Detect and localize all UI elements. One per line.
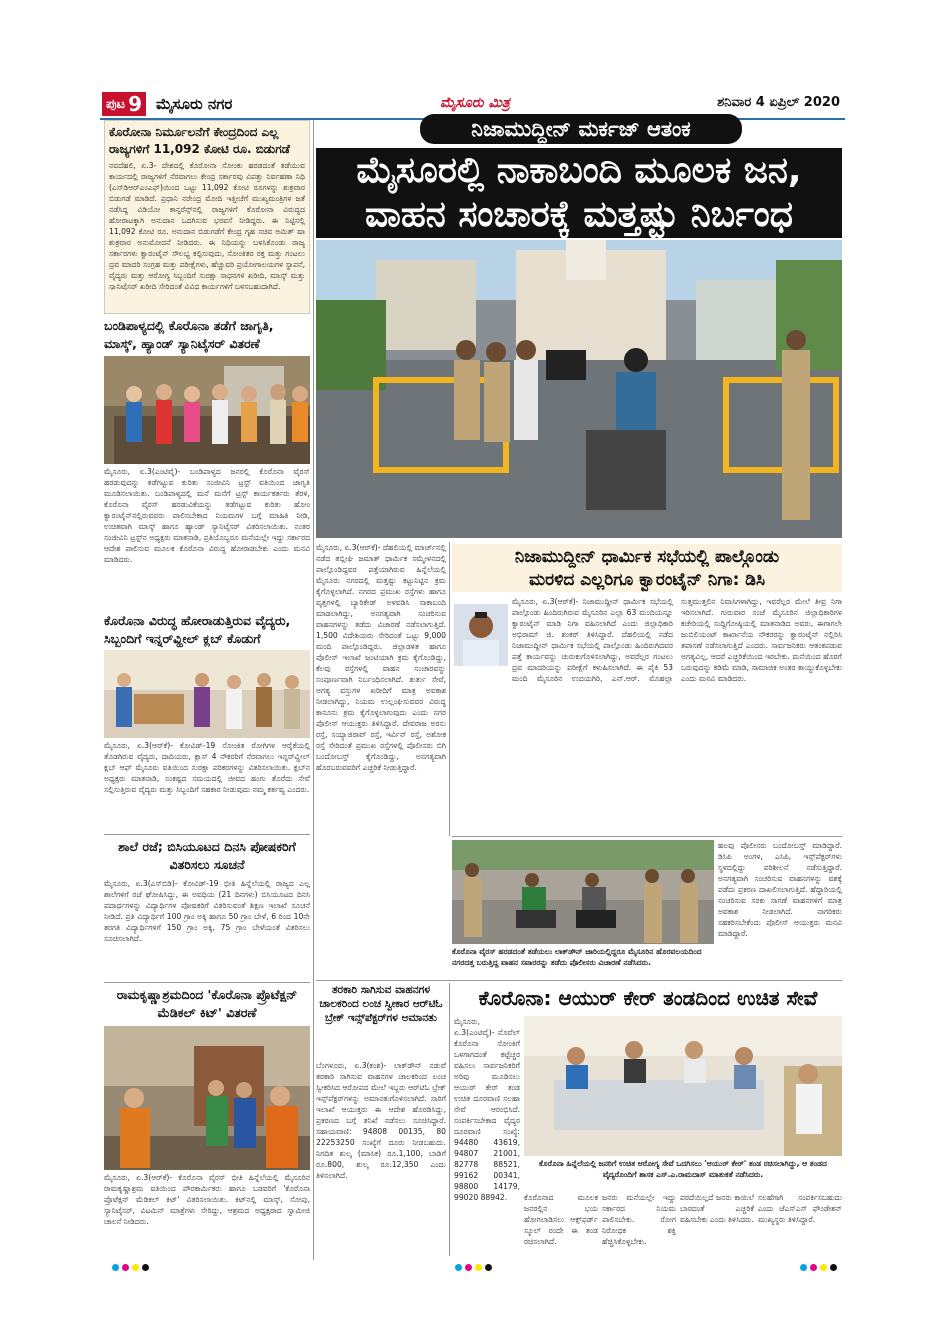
police-vehicle-photo: [452, 840, 714, 944]
page-number-badge: [102, 92, 146, 116]
story-rto: [316, 983, 446, 1025]
story-ayurcare-bottom1: ಕೊರೊನಾದ ಮೂಲಕ ಜನರಲ್ಲಿನ ಭಯ ಹೋಗಲಾಡಿಸಲು ಆಕ್ಸ್‌ಫರ್ಡ್ ಸ್ಕೂಲ್ ರಂದೇ ಈ ತಂಡ ರಚಿಸಲಾಗಿದೆ.: [524, 1193, 598, 1246]
registration-marks-right: [800, 1264, 837, 1271]
story-school-body: ಮೈಸೂರು, ಏ.3(ಎಸ್‌ಬಿಡಿ)- ಕೋವಿಡ್-19 ಭೀತಿ ಹಿನ್ನೆಲೆಯಲ್ಲಿ ರಾಜ್ಯದ ಎಲ್ಲ ಶಾಲೆಗಳಿಗೆ ರಜೆ ಘೋಷಿಸಿದ್ದು, ಈ ಅವಧಿಯ (21 ದಿನಗಳು) ಬಿಸಿಯೂಟದ ದಿನಸಿ ಪದಾರ್ಥಗಳನ್ನು ವಿದ್ಯಾರ್ಥಿಗಳ ಪೋಷಕರಿಗೆ ವಿತರಿಸುವಂತೆ ಶಿಕ್ಷಣ ಇಲಾಖೆ ಸೂಚನೆ ನೀಡಿದೆ. ಪ್ರತಿ ವಿದ್ಯಾರ್ಥಿಗೆ 100 ಗ್ರಾಂ ಅಕ್ಕಿ ಹಾಗೂ 50 ಗ್ರಾಂ ಬೇಳೆ, 6 ರಿಂದ 10ನೇ ತರಗತಿ ವಿದ್ಯಾರ್ಥಿಗಳಿಗೆ 150 ಗ್ರಾಂ ಅಕ್ಕಿ, 75 ಗ್ರಾಂ ಬೇಳೆಯಂತೆ ವಿತರಿಸಲು ಸೂಚಿಸಲಾಗಿದೆ.: [104, 879, 310, 943]
story-ramakrishna-headline: ರಾಮಕೃಷ್ಣಾಶ್ರಮದಿಂದ 'ಕೊರೊನಾ ಪ್ರೊಟೆಕ್ಷನ್ ಮೆಡಿಕಲ್ ಕಿಟ್' ವಿತರಣೆ: [116, 987, 298, 1020]
story-ramakrishna-body: ಮೈಸೂರು, ಏ.3(ಆರ್‌ಕೆ)- ಕೊರೊನಾ ವೈರಸ್ ಭೀತಿ ಹಿನ್ನೆಲೆಯಲ್ಲಿ ಮೈಸೂರಿನ ರಾಮಕೃಷ್ಣಾಶ್ರಮ ವತಿಯಿಂದ ಪೌರಕಾರ್ಮಿಕರು ಹಾಗೂ ಬಡವರಿಗೆ 'ಕೊರೊನಾ ಪ್ರೊಟೆಕ್ಷನ್ ಮೆಡಿಕಲ್ ಕಿಟ್' ವಿತರಿಸಲಾಯಿತು. ಕಿಟ್‌ನಲ್ಲಿ ಮಾಸ್ಕ್, ಸೋಪು, ಸ್ಯಾನಿಟೈಸರ್, ವಿಟಮಿನ್ ಮಾತ್ರೆಗಳು ಸೇರಿದ್ದು, ಆಶ್ರಮದ ಅಧ್ಯಕ್ಷರಾದ ಸ್ವಾಮೀಜಿ ಚಾಲನೆ ನೀಡಿದರು.: [104, 1173, 310, 1226]
column-rule: [449, 542, 450, 836]
masthead-logo: ಮೈಸೂರು ಮಿತ್ರ: [440, 95, 510, 111]
story-ayurcare-bottom2: ಜನರು ಮನೆಯಲ್ಲೇ ಇದ್ದು ಸರ್ಕಾರದ ನಿಯಮ ಪಾಲಿಸಬೇಕು. ರೋಗ ನಿರೋಧಕ ಶಕ್ತಿ ಹೆಚ್ಚಿಸಿಕೊಳ್ಳಬೇಕು.: [602, 1193, 676, 1246]
main-headline: [316, 148, 842, 238]
column-rule: [449, 983, 450, 1256]
main-headline-line2: ವಾಹನ ಸಂಚಾರಕ್ಕೆ ಮತ್ತಷ್ಟು ನಿರ್ಬಂಧ: [365, 194, 793, 235]
main-story-body: ಮೈಸೂರು, ಏ.3(ಆರ್‌ಕೆ)- ದೆಹಲಿಯಲ್ಲಿ ಮಾರ್ಚ್‌ನಲ್ಲಿ ನಡೆದ ತಬ್ಲೀಘಿ ಜಮಾತ್ ಧಾರ್ಮಿಕ ಸಮ್ಮೇಳನದಲ್ಲಿ ಪಾಲ್ಗೊಂಡಿದ್ದವರ ಪತ್ತೆಯಾಗಿರುವ ಹಿನ್ನೆಲೆಯಲ್ಲಿ ಮೈಸೂರು ನಗರದಲ್ಲಿ ಮತ್ತಷ್ಟು ಕಟ್ಟುನಿಟ್ಟಿನ ಕ್ರಮ ಕೈಗೊಳ್ಳಲಾಗಿದೆ. ನಗರದ ಪ್ರಮುಖ ರಸ್ತೆಗಳು ಹಾಗೂ ವೃತ್ತಗಳಲ್ಲಿ ಬ್ಯಾರಿಕೇಡ್ ಅಳವಡಿಸಿ ನಾಕಾಬಂದಿ ಮಾಡಲಾಗಿದ್ದು, ಅನಗತ್ಯವಾಗಿ ಸಂಚರಿಸುವ ವಾಹನಗಳನ್ನು ತಡೆದು ವಿಚಾರಣೆ ನಡೆಸಲಾಗುತ್ತಿದೆ. 1,500 ವಿದೇಶಿಯರು ಸೇರಿದಂತೆ ಒಟ್ಟು 9,000 ಮಂದಿ ಪಾಲ್ಗೊಂಡಿದ್ದರು. ಜಿಲ್ಲಾಡಳಿತ ಹಾಗೂ ಪೊಲೀಸ್ ಇಲಾಖೆ ಜಂಟಿಯಾಗಿ ಕ್ರಮ ಕೈಗೊಂಡಿದ್ದು, ಕೆಲವು ರಸ್ತೆಗಳಲ್ಲಿ ವಾಹನ ಸಂಚಾರವನ್ನು ಸಂಪೂರ್ಣವಾಗಿ ನಿರ್ಬಂಧಿಸಲಾಗಿದೆ. ತುರ್ತು ಸೇವೆ, ಅಗತ್ಯ ವಸ್ತುಗಳ ಖರೀದಿಗೆ ಮಾತ್ರ ಅವಕಾಶ ನೀಡಲಾಗಿದ್ದು, ನಿಯಮ ಉಲ್ಲಂಘಿಸುವವರ ವಿರುದ್ಧ ಕಾನೂನು ಕ್ರಮ ಕೈಗೊಳ್ಳಲಾಗುವುದು ಎಂದು ನಗರ ಪೊಲೀಸ್ ಆಯುಕ್ತರು ತಿಳಿಸಿದ್ದಾರೆ. ದೇವರಾಜ ಅರಸು ರಸ್ತೆ, ಸಯ್ಯಾಜಿರಾವ್ ರಸ್ತೆ, ಇರ್ವಿನ್ ರಸ್ತೆ, ಅಶೋಕ ರಸ್ತೆ ಸೇರಿದಂತೆ ಪ್ರಮುಖ ರಸ್ತೆಗಳಲ್ಲಿ ಪೊಲೀಸರು ಬಿಗಿ ಬಂದೋಬಸ್ತ್ ಕೈಗೊಂಡಿದ್ದು, ಅನಗತ್ಯವಾಗಿ ಹೊರಬರುವವರಿಗೆ ಎಚ್ಚರಿಕೆ ನೀಡುತ್ತಿದ್ದಾರೆ.: [316, 543, 446, 772]
main-kicker: ನಿಜಾಮುದ್ದೀನ್ ಮರ್ಕಜ್ ಆತಂಕ: [420, 114, 742, 144]
bandipalya-photo: [104, 356, 310, 464]
story-relief-headline: ಕೊರೋನಾ ನಿರ್ಮೂಲನೆಗೆ ಕೇಂದ್ರದಿಂದ ಎಲ್ಲ ರಾಜ್ಯಗಳಿಗೆ 11,092 ಕೋಟಿ ರೂ. ಬಿಡುಗಡೆ: [109, 125, 290, 156]
main-headline-line1: ಮೈಸೂರಲ್ಲಿ ನಾಕಾಬಂದಿ ಮೂಲಕ ಜನ,: [356, 150, 802, 191]
story-rto-body: ಬೆಂಗಳೂರು, ಏ.3(ಕಂಶ)- ಲಾಕ್‌ಡೌನ್ ನಡುವೆ ತರಕಾರಿ ಸಾಗಿಸುವ ವಾಹನಗಳ ಚಾಲಕರಿಂದ ಲಂಚ ಸ್ವೀಕರಿಸಿದ ಆರೋಪದ ಮೇಲೆ ಇಬ್ಬರು ಆರ್‌ಟಿಓ ಬ್ರೇಕ್ ಇನ್ಸ್‌ಪೆಕ್ಟರ್‌ಗಳನ್ನು ಅಮಾನತುಗೊಳಿಸಲಾಗಿದೆ. ಸಾರಿಗೆ ಇಲಾಖೆ ಆಯುಕ್ತರು ಈ ಆದೇಶ ಹೊರಡಿಸಿದ್ದು, ಪ್ರಕರಣದ ಬಗ್ಗೆ ತನಿಖೆ ನಡೆಸಲು ಸೂಚಿಸಿದ್ದಾರೆ. ಸಹಾಯವಾಣಿ: 94808 00135, 80 22253250 ಸಂಖ್ಯೆಗೆ ದೂರು ನೀಡಬಹುದು. ನಿಗದಿತ ಶುಲ್ಕ (ಮಾಸಿಕ) ರೂ.1,100, ಬಾಡಿಗೆ ರೂ.800, ಶುಲ್ಕ ರೂ.12,350 ಎಂದು ತಿಳಿಸಲಾಗಿದೆ.: [316, 1061, 446, 1180]
story-relief-box: [104, 120, 310, 314]
story-ramakrishna: [104, 986, 310, 1022]
divider: [104, 982, 310, 983]
story-innerwheel: [104, 612, 310, 648]
story-bandipalya: [104, 317, 310, 353]
page-label: ಪುಟ: [106, 96, 126, 112]
story-ayurcare-bottom3: ಪರದೆಯಿಲ್ಲದೆ ಜನರು ಕಾಯಿಲೆ ಬಾರದಂತೆ ಎಚ್ಚರಿಕೆ ವಹಿಸಬೇಕು ಎಂದು ತಿಳಿಸಿದರು.: [680, 1193, 754, 1224]
story-school: [104, 838, 310, 874]
story-innerwheel-headline: ಕೊರೊನಾ ವಿರುದ್ಧ ಹೋರಾಡುತ್ತಿರುವ ವೈದ್ಯರು, ಸಿಬ್ಬಂದಿಗೆ ಇನ್ನರ್‌ವ್ಹೀಲ್ ಕ್ಲಬ್ ಕೊಡುಗೆ: [104, 613, 291, 646]
dc-portrait-photo: [454, 604, 508, 666]
divider: [104, 834, 310, 835]
issue-date: ಶನಿವಾರ 4 ಏಪ್ರಿಲ್ 2020: [717, 95, 840, 110]
story-police-body: ಹಲವು ಪೊಲೀಸರು ಬಂದೋಬಸ್ತ್ ಮಾಡಿದ್ದಾರೆ. ಡಿಸಿಪಿ ಅಂಗಳ, ಎಸಿಪಿ, ಇನ್ಸ್‌ಪೆಕ್ಟರ್‌ಗಳು ಸ್ಥಳದಲ್ಲಿದ್ದು ಪರಿಶೀಲನೆ ನಡೆಸುತ್ತಿದ್ದಾರೆ. ಅನಗತ್ಯವಾಗಿ ಸಂಚರಿಸುವ ವಾಹನಗಳನ್ನು ವಶಕ್ಕೆ ಪಡೆದು ಪ್ರಕರಣ ದಾಖಲಿಸಲಾಗುತ್ತಿದೆ. ಹೆದ್ದಾರಿಯಲ್ಲಿ ಸಂಚರಿಸುವ ಸರಕು ಸಾಗಣೆ ವಾಹನಗಳಿಗೆ ಮಾತ್ರ ಅವಕಾಶ ನೀಡಲಾಗಿದೆ. ನಾಗರಿಕರು ಸಹಕರಿಸಬೇಕೆಂದು ಪೊಲೀಸ್ ಆಯುಕ್ತರು ಮನವಿ ಮಾಡಿದ್ದಾರೆ.: [718, 841, 842, 938]
story-bandipalya-body: ಮೈಸೂರು, ಏ.3(ಎಂಟಿವೈ)- ಬಂಡಿಪಾಳ್ಯದ ಜನರಲ್ಲಿ ಕೊರೊನಾ ವೈರಸ್ ಹರಡುವುದನ್ನು ತಡೆಗಟ್ಟುವ ಕುರಿತು ಸಂಜೀವಿನಿ ಟ್ರಸ್ಟ್ ವತಿಯಿಂದ ಜಾಗೃತಿ ಮೂಡಿಸಲಾಯಿತು. ಬಂಡಿಪಾಳ್ಯದಲ್ಲಿ ಮನೆ ಮನೆಗೆ ಟ್ರಸ್ಟ್ ಕಾರ್ಯಕರ್ತರು ತೆರಳಿ, ಕೊರೊನಾ ವೈರಸ್ ಹರಡುವಿಕೆಯನ್ನು ತಡೆಗಟ್ಟುವ ಕುರಿತು ಹೋಂ ಕ್ವಾರಂಟೈನ್‌ನಲ್ಲಿರುವವರು ಪಾಲಿಸಬೇಕಾದ ನಿಯಮಗಳ ಬಗ್ಗೆ ಮಾಹಿತಿ ನೀಡಿ, ಉಚಿತವಾಗಿ ಮಾಸ್ಕ್ ಹಾಗೂ ಹ್ಯಾಂಡ್ ಸ್ಯಾನಿಟೈಸರ್ ವಿತರಿಸಲಾಯಿತು. ನಂತರ ಸಂಜೀವಿನಿ ಟ್ರಸ್ಟ್‌ನ ಅಧ್ಯಕ್ಷರು ಮಾತನಾಡಿ, ಪ್ರತಿಯೊಬ್ಬರೂ ಮನೆಯಲ್ಲೇ ಇದ್ದು ಸರ್ಕಾರದ ಆದೇಶ ಪಾಲಿಸುವ ಮೂಲಕ ಕೊರೊನಾ ವಿರುದ್ಧ ಹೋರಾಡಬೇಕು ಎಂದು ಮನವಿ ಮಾಡಿದರು.: [104, 467, 310, 564]
story-innerwheel-body: ಮೈಸೂರು, ಏ.3(ಆರ್‌ಕೆ)- ಕೋವಿಡ್-19 ಸೋಂಕಿತ ರೋಗಿಗಳ ಆರೈಕೆಯಲ್ಲಿ ತೊಡಗಿರುವ ವೈದ್ಯರು, ದಾದಿಯರು, ಕ್ಲಾಸ್ 4 ನೌಕರರಿಗೆ ನೆರವಾಗಲು ಇನ್ನರ್‌ವ್ಹೀಲ್ ಕ್ಲಬ್ ಆಫ್ ಮೈಸೂರು ವತಿಯಿಂದ ಸುರಕ್ಷಾ ಪರಿಕರಗಳನ್ನು ವಿತರಿಸಲಾಯಿತು. ಕ್ಲಬ್‌ನ ಅಧ್ಯಕ್ಷರು ಮಾತನಾಡಿ, ಸಂಕಷ್ಟದ ಸಮಯದಲ್ಲಿ ಜೀವದ ಹಂಗು ತೊರೆದು ಸೇವೆ ಸಲ್ಲಿಸುತ್ತಿರುವ ವೈದ್ಯರು ಮತ್ತು ಸಿಬ್ಬಂದಿಗೆ ಸಹಕಾರ ನೀಡುವುದು ನಮ್ಮ ಕರ್ತವ್ಯ ಎಂದರು.: [104, 741, 310, 794]
page-number: 9: [128, 92, 142, 116]
story-school-headline: ಶಾಲೆ ರಜೆ; ಬಿಸಿಯೂಟದ ದಿನಸಿ ಪೋಷಕರಿಗೆ ವಿತರಿಸಲು ಸೂಚನೆ: [118, 839, 296, 872]
quarantine-headline-line1: ನಿಜಾಮುದ್ದೀನ್ ಧಾರ್ಮಿಕ ಸಭೆಯಲ್ಲಿ ಪಾಲ್ಗೊಂಡು: [514, 547, 780, 567]
divider: [452, 836, 842, 837]
registration-marks-center: [455, 1264, 492, 1271]
quarantine-headline-line2: ಮರಳಿದ ಎಲ್ಲರಿಗೂ ಕ್ವಾರಂಟೈನ್ ನಿಗಾ: ಡಿಸಿ: [528, 570, 766, 590]
story-relief-body: ನವದೆಹಲಿ, ಏ.3- ದೇಶದಲ್ಲಿ ಕೊರೋನಾ ಸೋಂಕು ಹರಡದಂತೆ ತಡೆಯುವ ಕಾರ್ಯದಲ್ಲಿ ರಾಜ್ಯಗಳಿಗೆ ನೆರವಾಗಲು ಕೇಂದ್ರ ಸರ್ಕಾರವು ವಿಪತ್ತು ನಿರ್ವಹಣಾ ನಿಧಿ (ಎಸ್‌ಡಿಆರ್‌ಎಂಎಫ್)ಯಿಂದ ಒಟ್ಟು 11,092 ಕೋಟಿ ರೂಗಳನ್ನು ಶುಕ್ರವಾರ ಬಿಡುಗಡೆ ಮಾಡಿದೆ. ಪ್ರಧಾನಿ ನರೇಂದ್ರ ಮೋದಿ ಇತ್ತೀಚೆಗೆ ಮುಖ್ಯಮಂತ್ರಿಗಳ ಜತೆ ನಡೆಸಿದ್ದ ವಿಡಿಯೋ ಕಾನ್ಫರೆನ್ಸ್‌ನಲ್ಲಿ ರಾಜ್ಯಗಳಿಗೆ ಕೊರೋನಾ ವಿರುದ್ಧದ ಹೋರಾಟಕ್ಕಾಗಿ ಅನುದಾನ ಒದಗಿಸುವ ಭರವಸೆ ನೀಡಿದ್ದರು. ಈ ನಿಟ್ಟಿನಲ್ಲಿ 11,092 ಕೋಟಿ ರೂ. ಅನುದಾನ ಬಿಡುಗಡೆಗೆ ಕೇಂದ್ರ ಗೃಹ ಸಚಿವ ಅಮಿತ್ ಷಾ ಶುಕ್ರವಾರ ಅನುಮೋದನೆ ನೀಡಿದರು. ಈ ನಿಧಿಯನ್ನು ಬಳಸಿಕೊಂಡು ರಾಜ್ಯ ಸರ್ಕಾರಗಳು ಕ್ವಾರಂಟೈನ್ ಸೌಲಭ್ಯ ಕಲ್ಪಿಸುವುದು, ಸೋಂಕಿತರ ರಕ್ತ ಮತ್ತು ಗಂಟಲು ದ್ರವ ಮಾದರಿ ಸಂಗ್ರಹ ಮತ್ತು ಪರೀಕ್ಷೆಗಳು, ಹೆಚ್ಚುವರಿ ಪ್ರಯೋಗಾಲಯಗಳ ಸ್ಥಾಪನೆ, ವೈದ್ಯರು ಮತ್ತು ಆರೋಗ್ಯ ಸಿಬ್ಬಂದಿಗೆ ಸುರಕ್ಷಾ ಸಾಧನಗಳ ಖರೀದಿ, ಮಾಸ್ಕ್ ಮತ್ತು ಸ್ಯಾನಿಟೈಸರ್ ಖರೀದಿ ಸೇರಿದಂತೆ ವಿವಿಧ ಕಾರ್ಯಗಳಿಗೆ ಬಳಸಬಹುದಾಗಿದೆ.: [109, 161, 305, 290]
divider: [316, 980, 842, 981]
innerwheel-photo: [104, 650, 310, 738]
story-ayurcare-bottom4: ಸಲಹೆಗಾಗಿ ಸಂಪರ್ಕಿಸಬಹುದು ಎಂದು ಜೆಎಸ್‌ಎಸ್ ಫೌಂಡೇಶನ್ ಮುಖ್ಯಸ್ಥರು ತಿಳಿಸಿದ್ದಾರೆ.: [758, 1193, 842, 1224]
story-ayurcare-body-col1: ಮೈಸೂರು, ಏ.3(ಎಂಟಿವೈ)- ನೊವೆಲ್ ಕೊರೊನಾ ಸೋಂಕಿಗೆ ಒಳಗಾಗದಂತೆ ಕಟ್ಟೆಚ್ಚರ ವಹಿಸಲು ಸಾರ್ವಜನಿಕರಿಗೆ ಅರಿವು ಮೂಡಿಸಲು ಆಯುರ್ ಕೇರ್ ತಂಡ ಉಚಿತ ದೂರವಾಣಿ ಸಲಹಾ ಸೇವೆ ಆರಂಭಿಸಿದೆ. ಸಂಪರ್ಕಿಸಬೇಕಾದ ವೈದ್ಯರ ದೂರವಾಣಿ ಸಂಖ್ಯೆ: 94480 43619, 94807 21001, 82778 88521, 99162 00341, 98800 14179, 99020 88942.: [454, 1017, 520, 1202]
story-bandipalya-headline: ಬಂಡಿಪಾಳ್ಯದಲ್ಲಿ ಕೊರೊನಾ ತಡೆಗೆ ಜಾಗೃತಿ, ಮಾಸ್ಕ್, ಹ್ಯಾಂಡ್ ಸ್ಯಾನಿಟೈಸರ್ ವಿತರಣೆ: [104, 318, 274, 351]
ramakrishna-photo: [104, 1026, 310, 1170]
column-rule: [313, 120, 314, 1260]
police-photo-caption: ಕೊರೊನಾ ವೈರಸ್ ಹರಡದಂತೆ ತಡೆಯಲು ಲಾಕ್‌ಡೌನ್ ಜಾರಿಯಲ್ಲಿದ್ದರೂ ಮೈಸೂರಿನ ಹೊರವಲಯದಿಂದ ನಗರದತ್ತ ಬರುತ್ತಿದ್ದ ವಾಹನ ಸವಾರರನ್ನು ತಡೆದು ಪೊಲೀಸರು ವಿಚಾರಣೆ ನಡೆಸಿದರು.: [452, 947, 702, 967]
story-quarantine-body: ಮೈಸೂರು, ಏ.3(ಆರ್‌ಕೆ)- ನಿಜಾಮುದ್ದೀನ್ ಧಾರ್ಮಿಕ ಸಭೆಯಲ್ಲಿ ಪಾಲ್ಗೊಂಡು ಹಿಂದಿರುಗಿರುವ ಮೈಸೂರಿನ ಎಲ್ಲಾ 63 ಮಂದಿಯನ್ನೂ ಕ್ವಾರಂಟೈನ್ ಮಾಡಿ ನಿಗಾ ವಹಿಸಲಾಗಿದೆ ಎಂದು ಜಿಲ್ಲಾಧಿಕಾರಿ ಅಭಿರಾಮ್ ಜಿ. ಶಂಕರ್ ತಿಳಿಸಿದ್ದಾರೆ. ದೆಹಲಿಯಲ್ಲಿ ನಡೆದ ನಿಜಾಮುದ್ದೀನ್ ಧಾರ್ಮಿಕ ಸಭೆಯಲ್ಲಿ ಪಾಲ್ಗೊಂಡು ಹಿಂದಿರುಗಿದವರ ಪತ್ತೆ ಕಾರ್ಯವನ್ನು ಚುರುಕುಗೊಳಿಸಲಾಗಿದ್ದು, ಅವರೆಲ್ಲರ ಗಂಟಲು ದ್ರವ ಮಾದರಿಯನ್ನು ಪರೀಕ್ಷೆಗೆ ಕಳುಹಿಸಲಾಗಿದೆ. ಈ ಪೈಕಿ 53 ಮಂದಿ ಮೈಸೂರಿನ ಉದಯಗಿರಿ, ಎನ್.ಆರ್. ಮೊಹಲ್ಲಾ ಸುತ್ತಮುತ್ತಲಿನ ನಿವಾಸಿಗಳಾಗಿದ್ದು, ಇವರೆಲ್ಲರ ಮೇಲೆ ತೀವ್ರ ನಿಗಾ ಇರಿಸಲಾಗಿದೆ. ಗುರುವಾರ ಸಂಜೆ ಮೈಸೂರಿನ ಜಿಲ್ಲಾಧಿಕಾರಿಗಳ ಕಚೇರಿಯಲ್ಲಿ ಸುದ್ದಿಗೋಷ್ಠಿಯಲ್ಲಿ ಮಾತನಾಡಿದ ಅವರು, ಈಗಾಗಲೇ ಜುಬಿಲಿಯಂಟ್ ಕಾರ್ಖಾನೆಯ ನೌಕರರನ್ನು ಕ್ವಾರಂಟೈನ್ ನಲ್ಲಿರಿಸಿ ತಪಾಸಣೆ ನಡೆಸಲಾಗುತ್ತಿದೆ ಎಂದರು. ಸಾರ್ವಜನಿಕರು ಆತಂಕಪಡುವ ಅಗತ್ಯವಿಲ್ಲ, ಆದರೆ ಎಚ್ಚರಿಕೆಯಿಂದ ಇರಬೇಕು. ಮನೆಯಿಂದ ಹೊರಗೆ ಬರುವುದನ್ನು ಕಡಿಮೆ ಮಾಡಿ, ಸಾಮಾಜಿಕ ಅಂತರ ಕಾಯ್ದುಕೊಳ್ಳಬೇಕು ಎಂದು ಮನವಿ ಮಾಡಿದರು.: [512, 597, 842, 683]
story-rto-headline: ತರಕಾರಿ ಸಾಗಿಸುವ ವಾಹನಗಳ ಚಾಲಕರಿಂದ ಲಂಚ ಸ್ವೀಕಾರ ಆರ್‌ಟಿಓ ಬ್ರೇಕ್ ಇನ್ಸ್‌ಪೆಕ್ಟರ್‌ಗಳ ಅಮಾನತು: [319, 984, 443, 1024]
story-ayurcare-headline: ಕೊರೊನಾ: ಆಯುರ್ ಕೇರ್ ತಂಡದಿಂದ ಉಚಿತ ಸೇವೆ: [478, 986, 818, 1010]
main-photo-checkpoint: [316, 240, 842, 538]
registration-marks-left: [112, 1264, 149, 1271]
ayurcare-photo-caption: ಕೊರೊನಾ ಹಿನ್ನೆಲೆಯಲ್ಲಿ ಜನರಿಗೆ ಉಚಿತ ಆರೋಗ್ಯ ಸೇವೆ ಒದಗಿಸಲು 'ಆಯುರ್ ಕೇರ್' ತಂಡ ರಚಿಸಲಾಗಿದ್ದು, ಆ ತಂಡದ ವೈದ್ಯರೊಂದಿಗೆ ಶಾಸಕ ಎಸ್.ಎ.ರಾಮದಾಸ್ ಮಾತುಕತೆ ನಡೆಸಿದರು.: [539, 1159, 827, 1179]
story-quarantine-headline: [452, 544, 842, 592]
section-title: ಮೈಸೂರು ನಗರ: [156, 95, 233, 113]
ayurcare-meeting-photo: [524, 1016, 842, 1156]
